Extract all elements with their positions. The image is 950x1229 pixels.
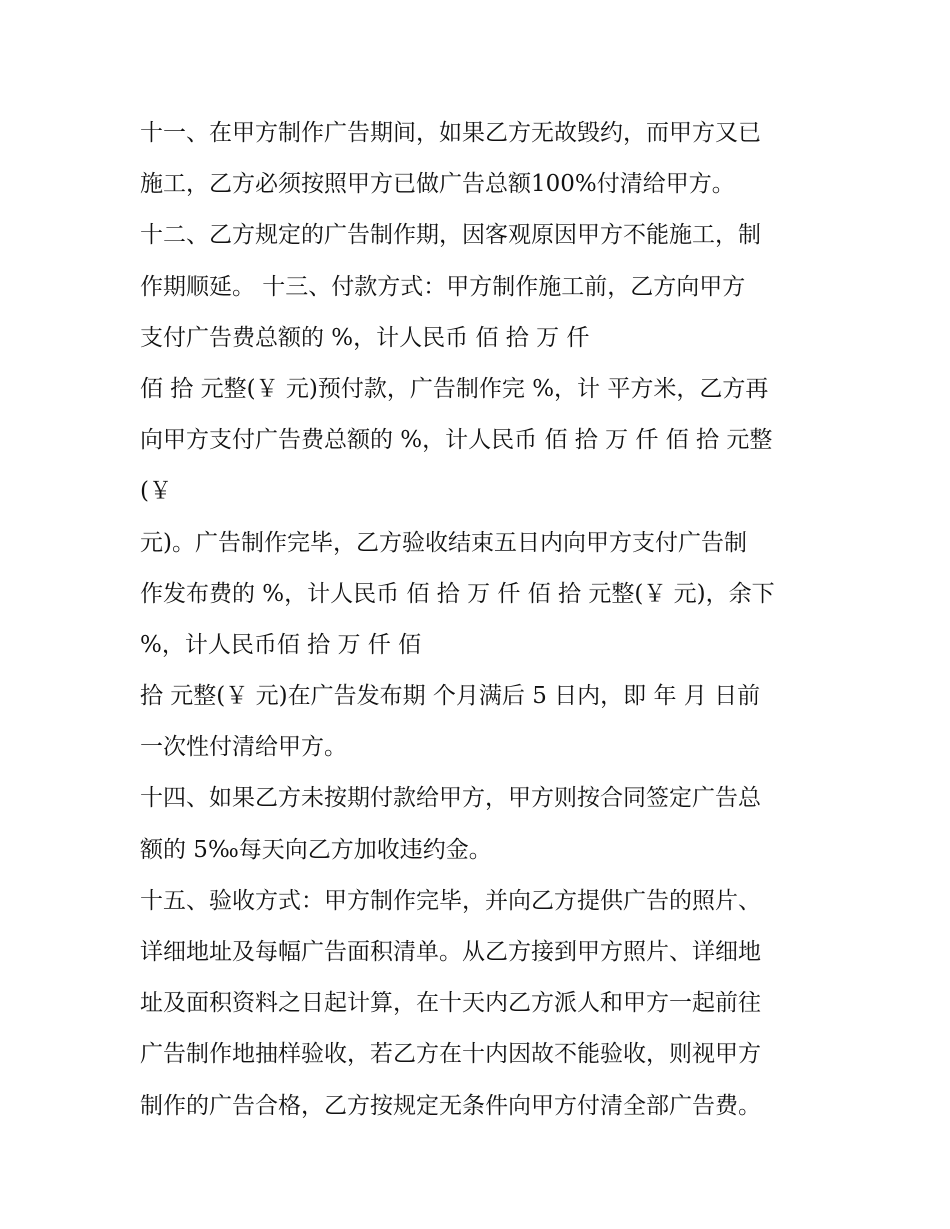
- text-line: 向甲方支付广告费总额的 %，计人民币 佰 拾 万 仟 佰 拾 元整: [140, 427, 773, 454]
- text-line: 额的 5‰每天向乙方加收违约金。: [140, 836, 492, 863]
- text-line: 十五、验收方式：甲方制作完毕，并向乙方提供广告的照片、: [140, 887, 761, 914]
- text-line: 元)。广告制作完毕，乙方验收结束五日内向甲方支付广告制: [140, 529, 747, 556]
- text-line: 广告制作地抽样验收，若乙方在十内因故不能验收，则视甲方: [140, 1041, 761, 1068]
- text-line: 施工，乙方必须按照甲方已做广告总额100%付清给甲方。: [140, 171, 735, 198]
- text-line: (￥: [140, 478, 172, 505]
- text-line: 十二、乙方规定的广告制作期，因客观原因甲方不能施工，制: [140, 222, 761, 249]
- text-line: 十四、如果乙方未按期付款给甲方，甲方则按合同签定广告总: [140, 785, 761, 812]
- text-line: 详细地址及每幅广告面积清单。从乙方接到甲方照片、详细地: [140, 939, 761, 965]
- text-line: 佰 拾 元整(￥ 元)预付款，广告制作完 %，计 平方米，乙方再: [140, 375, 769, 402]
- text-line: 十一、在甲方制作广告期间，如果乙方无故毁约，而甲方又已: [140, 120, 761, 146]
- text-line: 制作的广告合格，乙方按规定无条件向甲方付清全部广告费。: [140, 1092, 761, 1119]
- text-line: 支付广告费总额的 %，计人民币 佰 拾 万 仟: [140, 324, 590, 351]
- text-line: 址及面积资料之日起计算，在十天内乙方派人和甲方一起前往: [140, 990, 761, 1017]
- contract-body-text: [140, 108, 820, 1132]
- text-line: 拾 元整(￥ 元)在广告发布期 个月满后 5 日内，即 年 月 日前: [140, 683, 761, 710]
- text-line: %，计人民币佰 拾 万 仟 佰: [140, 631, 422, 658]
- text-line: 作期顺延。 十三、付款方式：甲方制作施工前，乙方向甲方: [140, 273, 746, 300]
- text-line: 一次性付清给甲方。: [140, 734, 347, 761]
- text-line: 作发布费的 %，计人民币 佰 拾 万 仟 佰 拾 元整(￥ 元)，余下: [140, 580, 775, 607]
